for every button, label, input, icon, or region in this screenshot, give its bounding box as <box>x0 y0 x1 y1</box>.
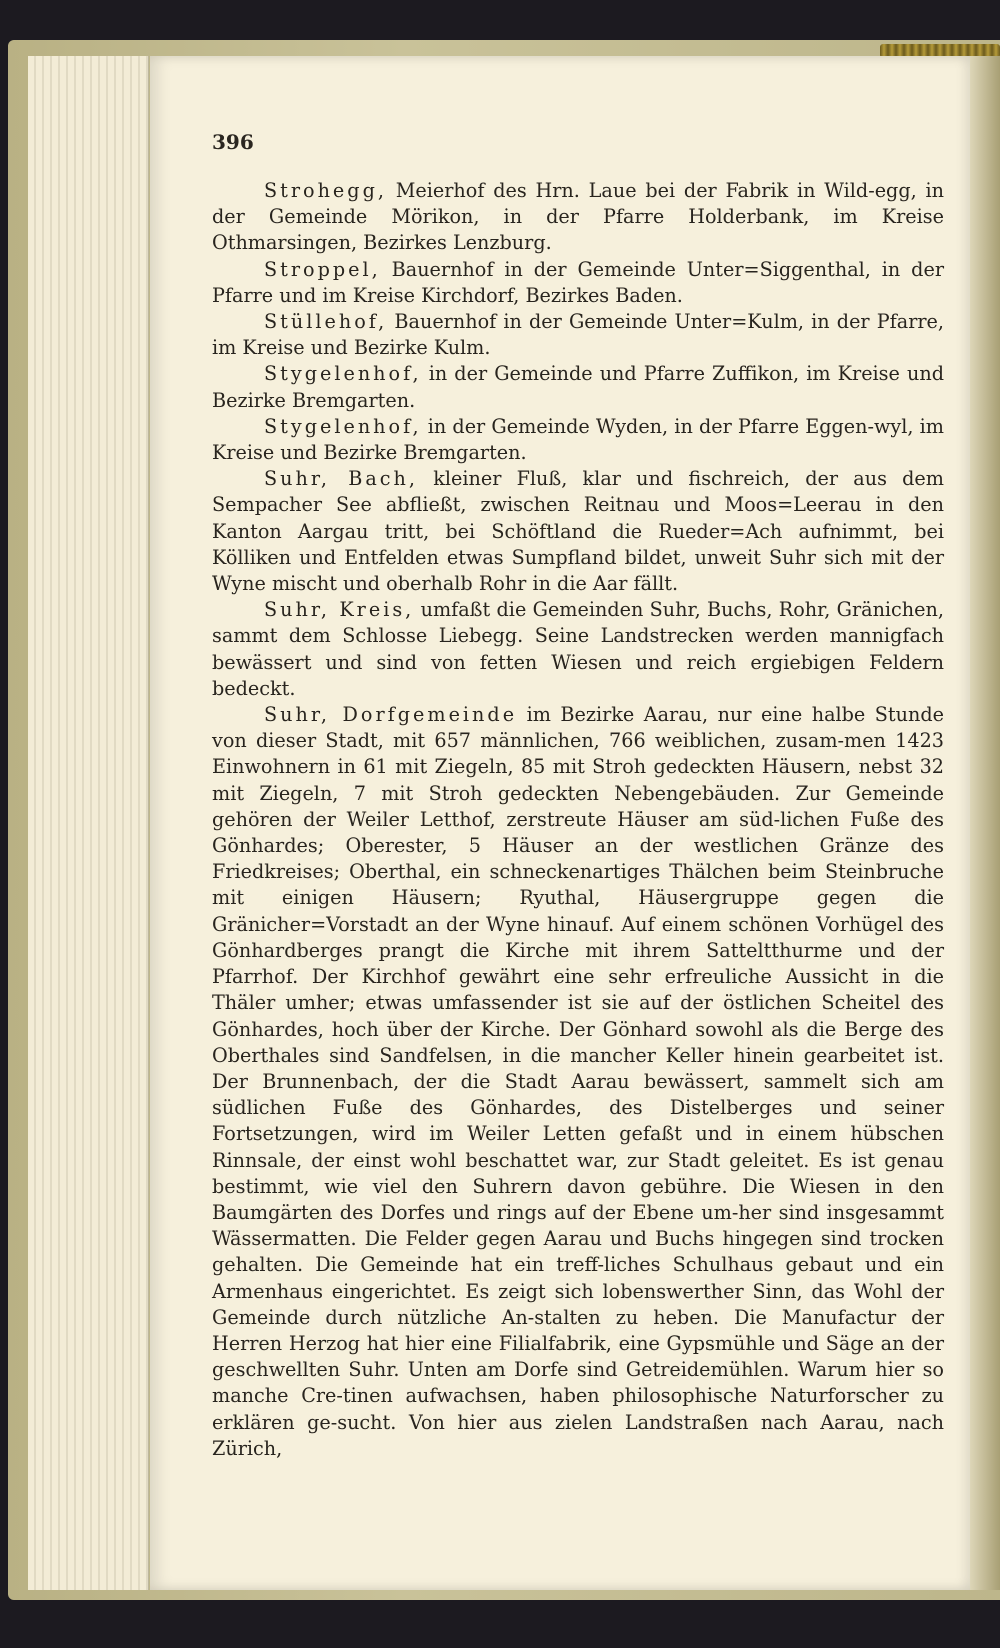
entry-headword: Stygelenhof, <box>264 362 422 386</box>
entry-suhr-dorfgemeinde <box>212 702 944 1462</box>
entry-headword: Stüllehof, <box>264 310 388 334</box>
entry-text: im Bezirke Aarau, nur eine halbe Stunde von dieser Stadt, mit 657 männlichen, 766 weiblichen, zusam-men 1423 Einwohnern in 61 mit Ziegeln, 85 mit Stroh gedeckten Häusern, nebst 32 mit Ziegeln, 7 mit Stroh gedeckten Nebengebäuden. Zur Gemeinde gehören der Weiler Letthof, zerstreute Häuser am süd-lichen Fuße des Gönhardes; Oberester, 5 Häuser an der westlichen Gränze des Friedkreises; Oberthal, ein schneckenartiges Thälchen beim Steinbruche mit einigen Häusern; Ryuthal, Häusergruppe gegen die Gränicher=Vorstadt an der Wyne hinauf. Auf einem schönen Vorhügel des Gönhardberges prangt die Kirche mit ihrem Satteltthurme und der Pfarrhof. Der Kirchhof gewährt eine sehr erfreuliche Aussicht in die Thäler umher; etwas umfassender ist sie auf der östlichen Scheitel des Gönhardes, hoch über der Kirche. Der Gönhard sowohl als die Berge des Oberthales sind Sandfelsen, in die mancher Keller hinein gearbeitet ist. Der Brunnenbach, der die Stadt Aarau bewässert, sammelt sich am südlichen Fuße des Gönhardes, des Distelberges und seiner Fortsetzungen, wird im Weiler Letten gefaßt und in einem hübschen Rinnsale, der einst wohl beschattet war, zur Stadt geleitet. Es ist genau bestimmt, wie viel den Suhrern davon gebühre. Die Wiesen in den Baumgärten des Dorfes und rings auf der Ebene um-her sind insgesammt Wässermatten. Die Felder gegen Aarau und Buchs hingegen sind trocken gehalten. Die Gemeinde hat ein treff-liches Schulhaus gebaut und ein Armenhaus eingerichtet. Es zeigt sich lobenswerther Sinn, das Wohl der Gemeinde durch nützliche An-stalten zu heben. Die Manufactur der Herren Herzog hat hier eine Filialfabrik, eine Gypsmühle und Säge an der geschwellten Suhr. Unten am Dorfe sind Getreidemühlen. Warum hier so manche Cre-tinen aufwachsen, haben philosophische Naturforscher zu erklären ge-sucht. Von hier aus zielen Landstraßen nach Aarau, nach Zürich, <box>212 703 944 1460</box>
entry-text: kleiner Fluß, klar und fischreich, der aus dem Sempacher See abfließt, zwischen Reitnau und Moos=Leerau in den Kanton Aargau tritt, bei Schöftland die Rueder=Ach aufnimmt, bei Kölliken und Entfelden etwas Sumpfland bildet, unweit Suhr sich mit der Wyne mischt und oberhalb Rohr in die Aar fällt. <box>212 467 944 596</box>
text-column <box>212 178 944 1462</box>
entry-suhr-kreis <box>212 597 944 702</box>
entry-headword: Stygelenhof, <box>264 414 422 438</box>
entry-stygelenhof-wyden <box>212 414 944 466</box>
entry-headword: Suhr, Kreis, <box>264 598 415 622</box>
entry-headword: Suhr, Dorfgemeinde <box>264 703 518 727</box>
entry-text: Meierhof des Hrn. Laue bei der Fabrik in Wild-egg, in der Gemeinde Mörikon, in der Pfarre Holderbank, im Kreise Othmarsingen, Bezirkes Lenzburg. <box>212 179 944 255</box>
page-edges <box>28 56 149 1590</box>
entry-text: umfaßt die Gemeinden Suhr, Buchs, Rohr, Gränichen, sammt dem Schlosse Liebegg. Seine Landstrecken werden mannigfach bewässert und sind von fetten Wiesen und reich ergiebigen Feldern bedeckt. <box>212 598 944 700</box>
entry-strohegg <box>212 178 944 257</box>
entry-stroppel <box>212 257 944 309</box>
entry-headword: Stroppel, <box>264 257 381 281</box>
entry-text: Bauernhof in der Gemeinde Unter=Siggenthal, in der Pfarre und im Kreise Kirchdorf, Bezirkes Baden. <box>212 257 944 307</box>
page-gutter <box>970 56 1000 1590</box>
entry-text: in der Gemeinde Wyden, in der Pfarre Eggen-wyl, im Kreise und Bezirke Bremgarten. <box>212 414 944 465</box>
entry-text: in der Gemeinde und Pfarre Zuffikon, im Kreise und Bezirke Bremgarten. <box>212 362 944 412</box>
page-number: 396 <box>212 130 254 154</box>
entry-stygelenhof-zuffikon <box>212 361 944 413</box>
entry-suhr-bach <box>212 466 944 597</box>
entry-text: Bauernhof in der Gemeinde Unter=Kulm, in der Pfarre, im Kreise und Bezirke Kulm. <box>212 310 944 360</box>
entry-headword: Suhr, Bach, <box>264 467 418 491</box>
entry-headword: Strohegg, <box>264 179 387 202</box>
entry-stuellehof <box>212 309 944 361</box>
